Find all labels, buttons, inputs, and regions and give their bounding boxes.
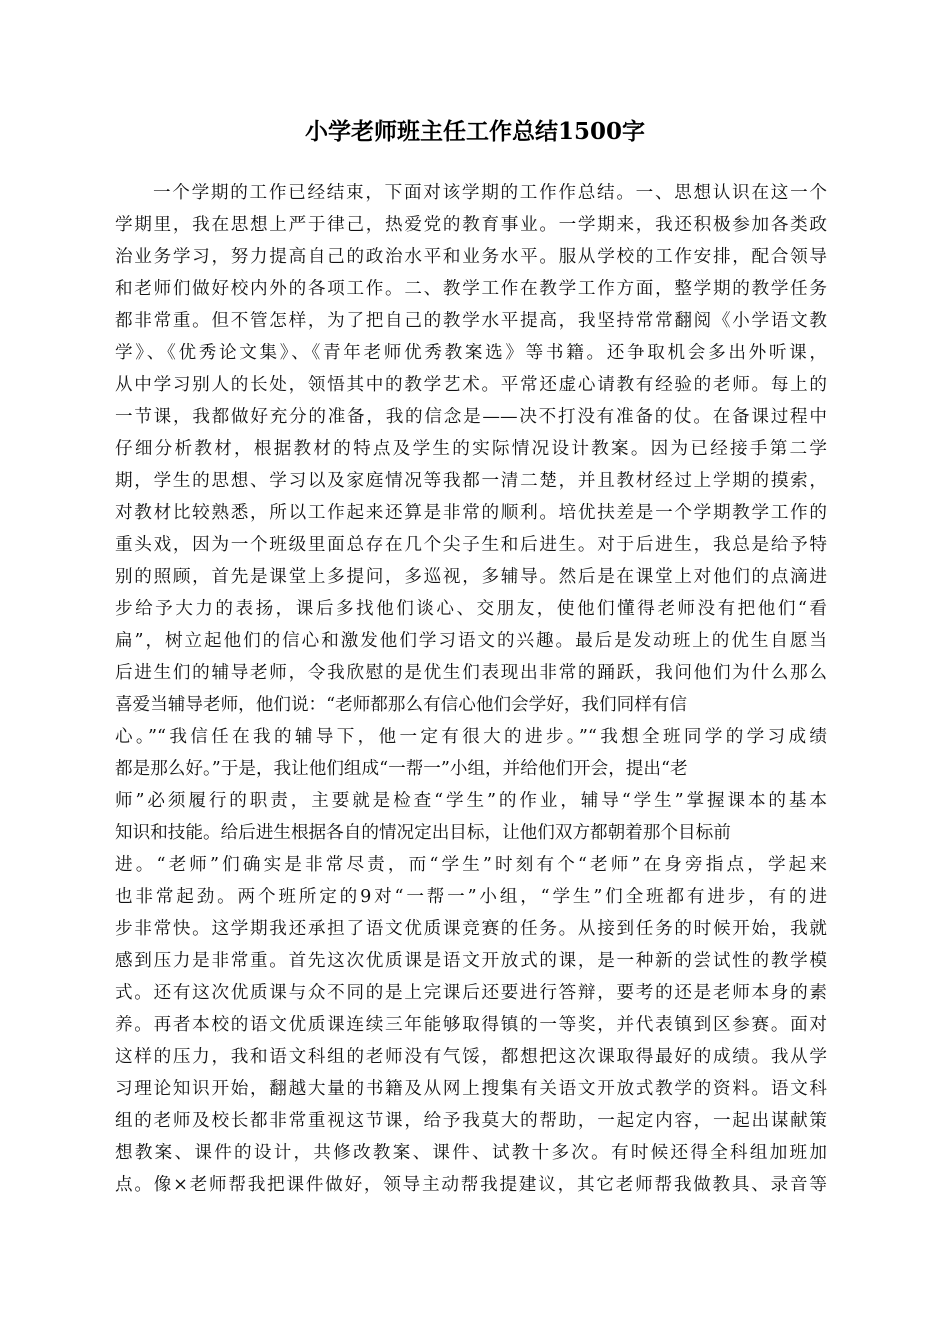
body-line: 感到压力是非常重。首先这次优质课是语文开放式的课，是一种新的尝试性的教学模	[115, 951, 827, 971]
body-line: 后进生们的辅导老师，令我欣慰的是优生们表现出非常的踊跃，我问他们为什么那么	[115, 663, 827, 683]
body-line: 式。还有这次优质课与众不同的是上完课后还要进行答辩，要考的还是老师本身的素	[115, 983, 827, 1003]
body-line: 治业务学习，努力提高自己的政治水平和业务水平。服从学校的工作安排，配合领导	[115, 247, 827, 267]
body-line: 师”必须履行的职责，主要就是检查“学生”的作业，辅导“学生”掌握课本的基本	[115, 791, 827, 811]
body-line: 扁”，树立起他们的信心和激发他们学习语文的兴趣。最后是发动班上的优生自愿当	[115, 631, 827, 651]
body-line: 也非常起劲。两个班所定的9对“一帮一”小组，“学生”们全班都有进步，有的进	[115, 887, 827, 907]
body-line: 一个学期的工作已经结束，下面对该学期的工作作总结。一、思想认识在这一个	[153, 183, 827, 203]
body-line: 别的照顾，首先是课堂上多提问，多巡视，多辅导。然后是在课堂上对他们的点滴进	[115, 567, 827, 587]
body-line: 重头戏，因为一个班级里面总存在几个尖子生和后进生。对于后进生，我总是给予特	[115, 535, 827, 555]
body-line: 学期里，我在思想上严于律己，热爱党的教育事业。一学期来，我还积极参加各类政	[115, 215, 827, 235]
body-line: 都是那么好。”于是，我让他们组成“一帮一”小组，并给他们开会，提出“老	[115, 759, 688, 779]
body-line: 知识和技能。给后进生根据各自的情况定出目标，让他们双方都朝着那个目标前	[115, 823, 731, 843]
body-line: 步给予大力的表扬，课后多找他们谈心、交朋友，使他们懂得老师没有把他们“看	[115, 599, 827, 619]
body-line: 养。再者本校的语文优质课连续三年能够取得镇的一等奖，并代表镇到区参赛。面对	[115, 1015, 827, 1035]
body-line: 心。”“我信任在我的辅导下，他一定有很大的进步。”“我想全班同学的学习成绩	[115, 727, 827, 747]
body-line: 仔细分析教材，根据教材的特点及学生的实际情况设计教案。因为已经接手第二学	[115, 439, 827, 459]
body-line: 习理论知识开始，翻越大量的书籍及从网上搜集有关语文开放式教学的资料。语文科	[115, 1079, 827, 1099]
body-line: 都非常重。但不管怎样，为了把自己的教学水平提高，我坚持常常翻阅《小学语文教	[115, 311, 827, 331]
body-line: 点。像×老师帮我把课件做好，领导主动帮我提建议，其它老师帮我做教具、录音等	[115, 1175, 827, 1195]
document-title: 小学老师班主任工作总结1500字	[304, 118, 645, 145]
body-line: 从中学习别人的长处，领悟其中的教学艺术。平常还虚心请教有经验的老师。每上的	[115, 375, 827, 395]
body-line: 喜爱当辅导老师，他们说：“老师都那么有信心他们会学好，我们同样有信	[115, 695, 687, 715]
body-line: 进。“老师”们确实是非常尽责，而“学生”时刻有个“老师”在身旁指点，学起来	[115, 855, 827, 875]
body-line: 学》、《优秀论文集》、《青年老师优秀教案选》等书籍。还争取机会多出外听课，	[115, 343, 827, 363]
body-line: 期，学生的思想、学习以及家庭情况等我都一清二楚，并且教材经过上学期的摸索，	[115, 471, 827, 491]
document-body	[115, 177, 827, 1201]
body-line: 想教案、课件的设计，共修改教案、课件、试教十多次。有时候还得全科组加班加	[115, 1143, 827, 1163]
body-line: 和老师们做好校内外的各项工作。二、教学工作在教学工作方面，整学期的教学任务	[115, 279, 827, 299]
body-line: 一节课，我都做好充分的准备，我的信念是——决不打没有准备的仗。在备课过程中	[115, 407, 827, 427]
body-line: 对教材比较熟悉，所以工作起来还算是非常的顺利。培优扶差是一个学期教学工作的	[115, 503, 827, 523]
body-line: 组的老师及校长都非常重视这节课，给予我莫大的帮助，一起定内容，一起出谋献策	[115, 1111, 827, 1131]
body-line: 步非常快。这学期我还承担了语文优质课竞赛的任务。从接到任务的时候开始，我就	[115, 919, 827, 939]
body-line: 这样的压力，我和语文科组的老师没有气馁，都想把这次课取得最好的成绩。我从学	[115, 1047, 827, 1067]
